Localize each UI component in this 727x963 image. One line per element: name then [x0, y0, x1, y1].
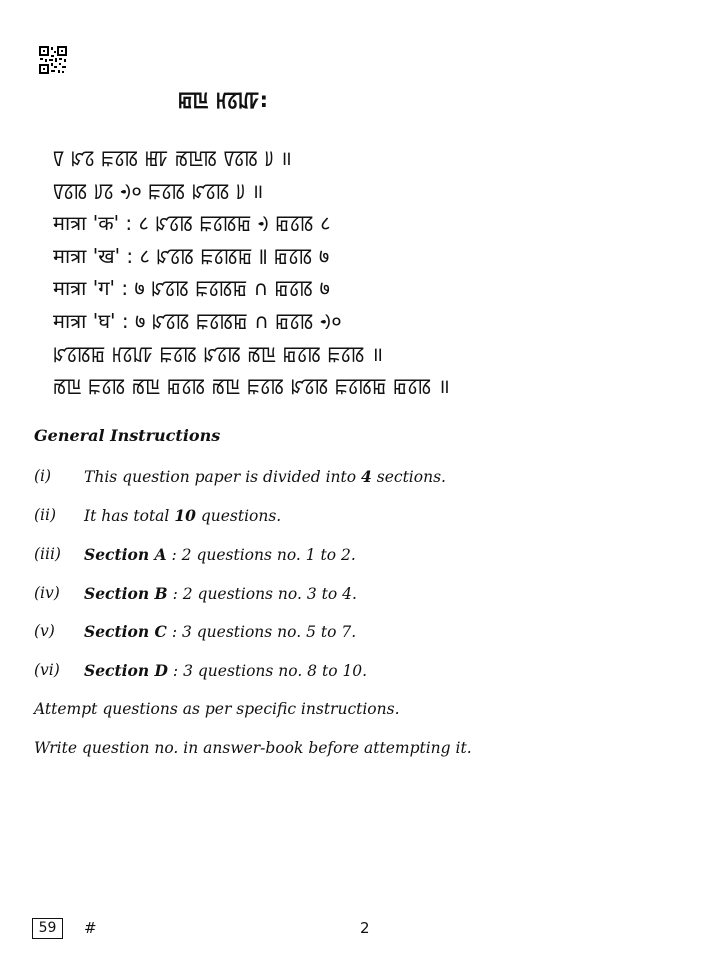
general-instructions-title: General Instructions [34, 426, 221, 445]
script-line: ꡏꡖ ꡀꡞꡋ ꡏꡖ ꡂꡞꡋ ꡏꡖ ꡀꡞꡋ ꡜꡞꡋ ꡀꡞꡋꡂ ꡂꡞꡋ ॥ [53, 374, 450, 399]
instruction-text: This question paper is divided into 4 sections. [84, 467, 446, 486]
instruction-note: Write question no. in answer-book before attempting it. [34, 739, 472, 757]
script-line: मात्रा 'घ' : ७ ꡜꡞꡋ ꡀꡞꡋꡂ ∩ ꡂꡞꡋ ꡳ० [53, 308, 342, 333]
script-line: मात्रा 'ख' : ८ ꡜꡞꡋ ꡀꡞꡋꡂ ꡷ ꡂꡞꡋ ७ [53, 243, 330, 268]
instruction-text: It has total 10 questions. [84, 506, 282, 525]
script-line: मात्रा 'क' : ८ ꡜꡞꡋ ꡀꡞꡋꡂ ꡳ ꡂꡞꡋ ८ [53, 211, 331, 236]
instruction-number: (i) [34, 467, 52, 485]
script-verse-block [53, 142, 493, 403]
instruction-text: Section D : 3 questions no. 8 to 10. [84, 661, 368, 680]
qr-code-icon [39, 46, 67, 74]
instruction-number: (iv) [34, 584, 60, 602]
instruction-note: Attempt questions as per specific instructions. [34, 700, 400, 718]
hash-mark: # [84, 919, 97, 937]
instruction-text: Section A : 2 questions no. 1 to 2. [84, 545, 356, 564]
script-line: ꡧꡞꡋ ꡨꡞ ꡳ० ꡀꡞꡋ ꡜꡞꡋ ꡨ ॥ [53, 178, 264, 203]
instruction-number: (vi) [34, 661, 60, 679]
script-line: मात्रा 'ग' : ७ ꡜꡞꡋ ꡀꡞꡋꡂ ∩ ꡂꡞꡋ ७ [53, 276, 330, 301]
instruction-text: Section B : 2 questions no. 3 to 4. [84, 584, 357, 603]
script-line: ꡧ ꡜꡞ ꡀꡞꡋ ꡅꡠ ꡏꡖꡋ ꡧꡞꡋ ꡨ ॥ [53, 146, 292, 170]
instruction-text: Section C : 3 questions no. 5 to 7. [84, 622, 357, 641]
instruction-number: (iii) [34, 545, 61, 563]
paper-code-box: 59 [32, 918, 63, 939]
instruction-number: (ii) [34, 506, 57, 524]
instruction-number: (v) [34, 622, 55, 640]
script-heading: ꡂꡖ ꡘꡞꡊꡠ: [178, 88, 269, 112]
script-line: ꡜꡞꡋꡂ ꡘꡞꡊꡠ ꡀꡞꡋ ꡜꡞꡋ ꡏꡖ ꡂꡞꡋ ꡀꡞꡋ ॥ [53, 341, 384, 366]
page-number: 2 [360, 919, 370, 937]
